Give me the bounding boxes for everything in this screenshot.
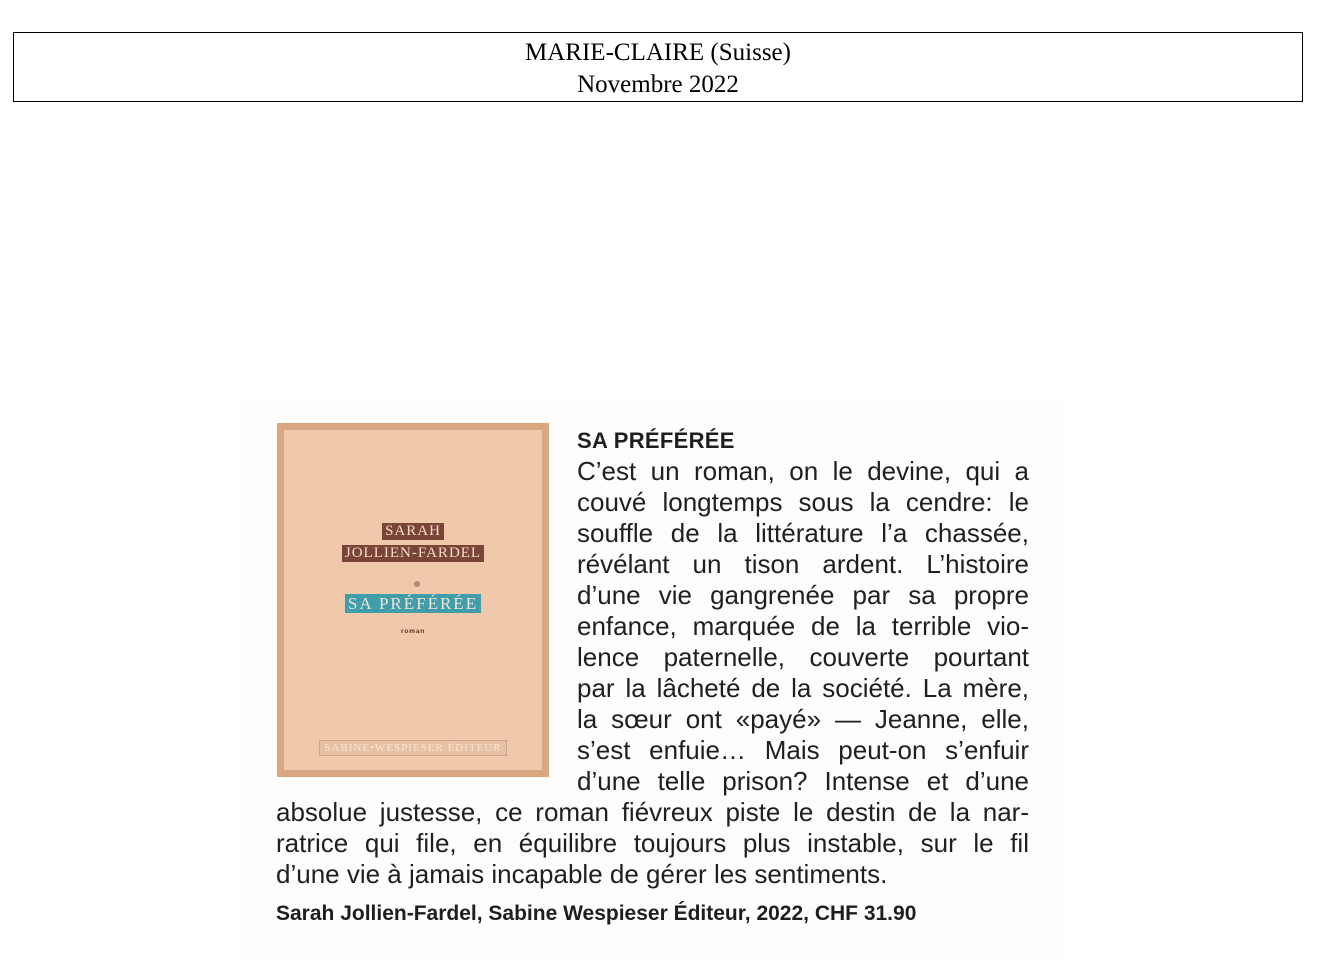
article-line: d’une telle prison? Intense et d’une	[577, 766, 1029, 796]
cover-title-label: SA PRÉFÉRÉE	[345, 594, 481, 613]
book-cover	[277, 423, 549, 777]
book-credit: Sarah Jollien-Fardel, Sabine Wespieser Éditeur, 2022, CHF 31.90	[276, 902, 917, 925]
article-line: d’une vie gangrenée par sa propre	[577, 580, 1029, 610]
article-line: ratrice qui file, en équilibre toujours plus instable, sur le fil	[276, 828, 1029, 858]
cover-publisher-label: SABINE•WESPIESER ÉDITEUR	[319, 740, 506, 756]
cover-title	[284, 594, 542, 613]
article-line: lence paternelle, couverte pourtant	[577, 642, 1029, 672]
publication-name: MARIE-CLAIRE (Suisse)	[525, 39, 791, 66]
article-line: par la lâcheté de la société. La mère,	[577, 673, 1029, 703]
article-line: souffle de la littérature l’a chassée,	[577, 518, 1029, 548]
cover-genre: roman	[400, 628, 426, 635]
article-line: absolue justesse, ce roman fiévreux piste le destin de la nar-	[276, 797, 1029, 827]
article-title: SA PRÉFÉRÉE	[577, 428, 735, 453]
cover-publisher	[284, 736, 542, 756]
article-line: s’est enfuie… Mais peut-on s’enfuir	[577, 735, 1029, 765]
article-line: C’est un roman, on le devine, qui a	[577, 456, 1029, 486]
publication-date: Novembre 2022	[577, 71, 739, 98]
cover-author	[284, 520, 542, 564]
article-line: d’une vie à jamais incapable de gérer les sentiments.	[276, 859, 888, 889]
clipping-header	[13, 32, 1303, 102]
article-line: couvé longtemps sous la cendre: le	[577, 487, 1029, 517]
article-line: la sœur ont «payé» — Jeanne, elle,	[577, 704, 1029, 734]
cover-dot-ornament	[414, 581, 420, 587]
article-line: révélant un tison ardent. L’histoire	[577, 549, 1029, 579]
article-line: enfance, marquée de la terrible vio-	[577, 611, 1029, 641]
cover-author-last: JOLLIEN-FARDEL	[342, 545, 484, 562]
cover-author-first: SARAH	[382, 523, 444, 540]
book-cover-inner	[284, 430, 542, 770]
